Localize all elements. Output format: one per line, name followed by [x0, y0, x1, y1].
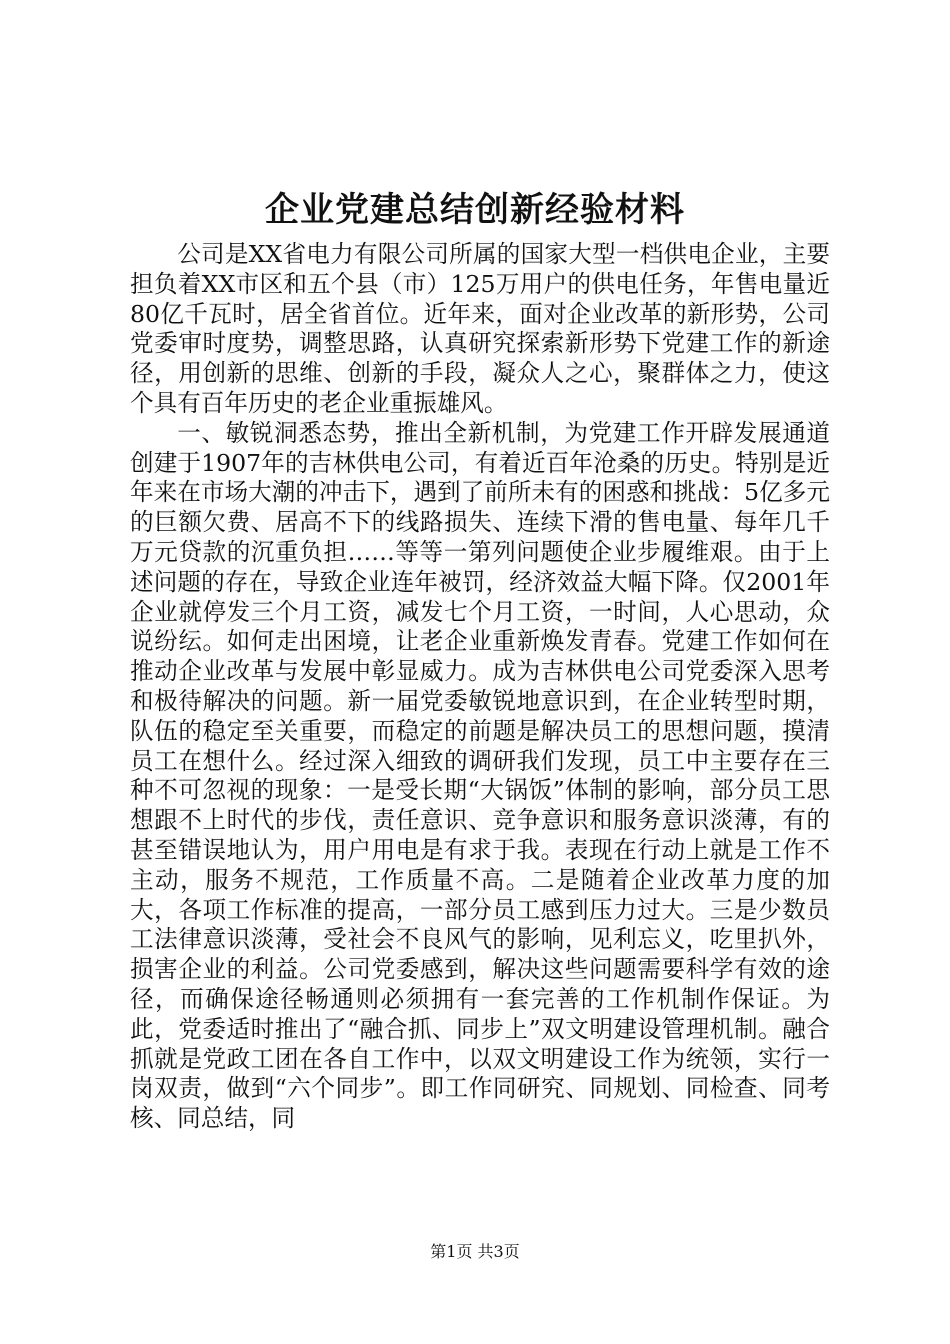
document-title: 企业党建总结创新经验材料	[265, 190, 685, 230]
document-body	[130, 240, 830, 1134]
paragraph-intro: 公司是XX省电力有限公司所属的国家大型一档供电企业，主要担负着XX市区和五个县（市）125万用户的供电任务，年售电量近80亿千瓦时，居全省首位。近年来，面对企业改革的新形势，公司党委审时度势，调整思路，认真研究探索新形势下党建工作的新途径，用创新的思维、创新的手段，凝众人之心，聚群体之力，使这个具有百年历史的老企业重振雄风。	[130, 240, 830, 417]
paragraph-section-one: 一、敏锐洞悉态势，推出全新机制，为党建工作开辟发展通道创建于1907年的吉林供电公司，有着近百年沧桑的历史。特别是近年来在市场大潮的冲击下，遇到了前所未有的困惑和挑战：5亿多元的巨额欠费、居高不下的线路损失、连续下滑的售电量、每年几千万元贷款的沉重负担……等等一第列问题使企业步履维艰。由于上述问题的存在，导致企业连年被罚，经济效益大幅下降。仅2001年企业就停发三个月工资，减发七个月工资，一时间，人心思动，众说纷纭。如何走出困境，让老企业重新焕发青春。党建工作如何在推动企业改革与发展中彰显威力。成为吉林供电公司党委深入思考和极待解决的问题。新一届党委敏锐地意识到，在企业转型时期，队伍的稳定至关重要，而稳定的前题是解决员工的思想问题，摸清员工在想什么。经过深入细致的调研我们发现，员工中主要存在三种不可忽视的现象：一是受长期“大锅饭”体制的影响，部分员工思想跟不上时代的步伐，责任意识、竞争意识和服务意识淡薄，有的甚至错误地认为，用户用电是有求于我。表现在行动上就是工作不主动，服务不规范，工作质量不高。二是随着企业改革力度的加大，各项工作标准的提高，一部分员工感到压力过大。三是少数员工法律意识淡薄，受社会不良风气的影响，见利忘义，吃里扒外，损害企业的利益。公司党委感到，解决这些问题需要科学有效的途径，而确保途径畅通则必须拥有一套完善的工作机制作保证。为此，党委适时推出了“融合抓、同步上”双文明建设管理机制。融合抓就是党政工团在各自工作中，以双文明建设工作为统领，实行一岗双责，做到“六个同步”。即工作同研究、同规划、同检查、同考核、同总结，同	[130, 418, 830, 1133]
page-number-footer: 第1页 共3页	[430, 1242, 520, 1261]
